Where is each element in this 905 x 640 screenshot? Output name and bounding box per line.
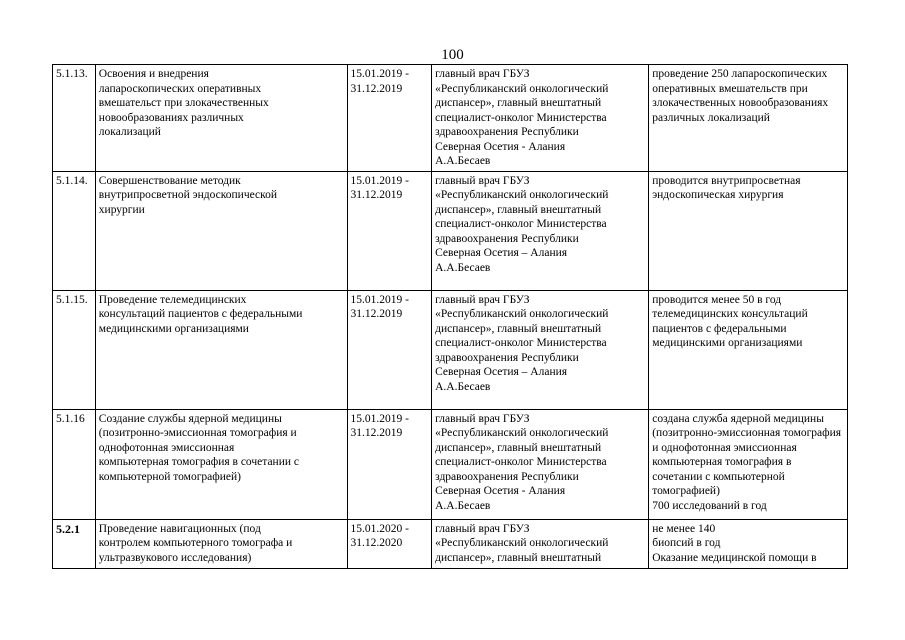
text-line: 31.12.2019 bbox=[350, 427, 403, 439]
table-row bbox=[53, 409, 848, 519]
measures-table bbox=[52, 64, 848, 569]
measure-result bbox=[649, 65, 848, 172]
text-line: главный врач ГБУЗ bbox=[435, 412, 530, 425]
text-line: создана служба ядерной медицины bbox=[652, 412, 824, 425]
text-line: «Республиканский онкологический bbox=[435, 189, 609, 201]
text-line: здравоохранения Республики bbox=[435, 351, 579, 364]
measure-period bbox=[347, 409, 432, 519]
measure-period bbox=[347, 290, 432, 409]
text-line: контролем компьютерного томографа и bbox=[98, 537, 293, 549]
text-line: здравоохранения Республики bbox=[435, 126, 579, 138]
text-line: специалист-онколог Министерства bbox=[435, 111, 607, 124]
text-line: «Республиканский онкологический bbox=[435, 537, 609, 549]
text-line: Освоения и внедрения bbox=[98, 68, 209, 80]
text-line: Проведение телемедицинских bbox=[98, 293, 247, 306]
text-line: компьютерная томография в bbox=[652, 456, 792, 468]
measure-period bbox=[347, 65, 432, 172]
row-number: 5.1.15. bbox=[53, 290, 96, 409]
text-line: эндоскопическая хирургия bbox=[652, 189, 784, 201]
text-line: консультаций пациентов с федеральными bbox=[98, 308, 303, 320]
text-line: здравоохранения Республики bbox=[435, 232, 579, 245]
text-line: Северная Осетия - Алания bbox=[435, 140, 566, 153]
text-line: главный врач ГБУЗ bbox=[435, 293, 530, 306]
text-line: биопсий в год bbox=[652, 537, 721, 549]
text-line: однофотонная эмиссионная bbox=[98, 441, 235, 454]
text-line: не менее 140 bbox=[652, 522, 716, 535]
text-line: проведение 250 лапароскопических bbox=[652, 68, 828, 80]
measure-result bbox=[649, 519, 848, 568]
measure-period bbox=[347, 171, 432, 290]
text-line: А.А.Бесаев bbox=[435, 261, 491, 274]
text-line: 15.01.2019 - bbox=[350, 293, 409, 306]
text-line: 31.12.2019 bbox=[350, 308, 403, 320]
text-line: различных локализаций bbox=[652, 111, 770, 124]
text-line: пациентов с федеральными bbox=[652, 322, 787, 335]
text-line: 15.01.2020 - bbox=[350, 522, 409, 535]
text-line: Северная Осетия – Алания bbox=[435, 366, 568, 378]
text-line: новообразованиях различных bbox=[98, 111, 244, 124]
text-line: (позитронно-эмиссионная томография bbox=[652, 427, 842, 439]
text-line: диспансер», главный внештатный bbox=[435, 551, 602, 564]
table-row bbox=[53, 171, 848, 290]
measure-name bbox=[95, 171, 347, 290]
measure-responsible bbox=[432, 290, 649, 409]
text-line: Создание службы ядерной медицины bbox=[98, 412, 282, 425]
text-line: главный врач ГБУЗ bbox=[435, 68, 530, 80]
text-line: специалист-онколог Министерства bbox=[435, 456, 607, 468]
text-line: специалист-онколог Министерства bbox=[435, 218, 607, 230]
text-line: Оказание медицинской помощи в bbox=[652, 551, 817, 564]
page-number: 100 bbox=[441, 47, 464, 63]
text-line: и однофотонная эмиссионная bbox=[652, 441, 797, 454]
table-row bbox=[53, 290, 848, 409]
text-line: оперативных вмешательств при bbox=[652, 82, 808, 95]
text-line: диспансер», главный внештатный bbox=[435, 97, 602, 109]
text-line: телемедицинских консультаций bbox=[652, 308, 808, 320]
measure-responsible bbox=[432, 171, 649, 290]
text-line: (позитронно-эмиссионная томография и bbox=[98, 427, 297, 439]
text-line: компьютерная томография в сочетании с bbox=[98, 456, 299, 468]
text-line: проводится менее 50 в год bbox=[652, 293, 782, 306]
measure-responsible bbox=[432, 409, 649, 519]
text-line: 31.12.2020 bbox=[350, 537, 403, 549]
text-line: Северная Осетия - Алания bbox=[435, 485, 566, 497]
text-line: компьютерной томографией) bbox=[98, 470, 241, 483]
text-line: Северная Осетия – Алания bbox=[435, 247, 568, 259]
row-number: 5.1.14. bbox=[53, 171, 96, 290]
text-line: медицинскими организациями bbox=[98, 322, 249, 335]
text-line: сочетании с компьютерной bbox=[652, 470, 785, 483]
text-line: томографией) bbox=[652, 485, 720, 497]
measure-name bbox=[95, 519, 347, 568]
row-number: 5.1.13. bbox=[53, 65, 96, 172]
row-number: 5.2.1 bbox=[53, 519, 96, 568]
measure-responsible bbox=[432, 65, 649, 172]
measure-period bbox=[347, 519, 432, 568]
table-body bbox=[53, 65, 848, 569]
text-line: медицинскими организациями bbox=[652, 337, 803, 349]
measure-responsible bbox=[432, 519, 649, 568]
table-row bbox=[53, 519, 848, 568]
text-line: А.А.Бесаев bbox=[435, 380, 491, 393]
text-line: 700 исследований в год bbox=[652, 499, 767, 512]
text-line: главный врач ГБУЗ bbox=[435, 174, 530, 187]
text-line: А.А.Бесаев bbox=[435, 155, 491, 167]
text-line: «Республиканский онкологический bbox=[435, 308, 609, 320]
measure-name bbox=[95, 65, 347, 172]
measure-result bbox=[649, 171, 848, 290]
text-line: 15.01.2019 - bbox=[350, 412, 409, 425]
text-line: внутрипросветной эндоскопической bbox=[98, 189, 278, 201]
text-line: вмешательст при злокачественных bbox=[98, 97, 269, 109]
text-line: диспансер», главный внештатный bbox=[435, 203, 602, 216]
text-line: злокачественных новообразованиях bbox=[652, 97, 829, 109]
text-line: диспансер», главный внештатный bbox=[435, 322, 602, 335]
text-line: 31.12.2019 bbox=[350, 189, 403, 201]
text-line: «Республиканский онкологический bbox=[435, 82, 609, 95]
measure-result bbox=[649, 290, 848, 409]
text-line: проводится внутрипросветная bbox=[652, 174, 801, 187]
text-line: «Республиканский онкологический bbox=[435, 427, 609, 439]
text-line: 31.12.2019 bbox=[350, 82, 403, 95]
measure-result bbox=[649, 409, 848, 519]
measure-name bbox=[95, 290, 347, 409]
text-line: А.А.Бесаев bbox=[435, 499, 491, 512]
text-line: 15.01.2019 - bbox=[350, 174, 409, 187]
text-line: Проведение навигационных (под bbox=[98, 522, 261, 535]
text-line: лапароскопических оперативных bbox=[98, 82, 262, 95]
text-line: здравоохранения Республики bbox=[435, 470, 579, 483]
table-row bbox=[53, 65, 848, 172]
text-line: хирургии bbox=[98, 203, 145, 216]
measure-name bbox=[95, 409, 347, 519]
text-line: диспансер», главный внештатный bbox=[435, 441, 602, 454]
text-line: специалист-онколог Министерства bbox=[435, 337, 607, 349]
text-line: 15.01.2019 - bbox=[350, 68, 409, 80]
text-line: Совершенствование методик bbox=[98, 174, 241, 187]
text-line: главный врач ГБУЗ bbox=[435, 522, 530, 535]
text-line: локализаций bbox=[98, 126, 161, 138]
row-number: 5.1.16 bbox=[53, 409, 96, 519]
text-line: ультразвукового исследования) bbox=[98, 551, 252, 564]
